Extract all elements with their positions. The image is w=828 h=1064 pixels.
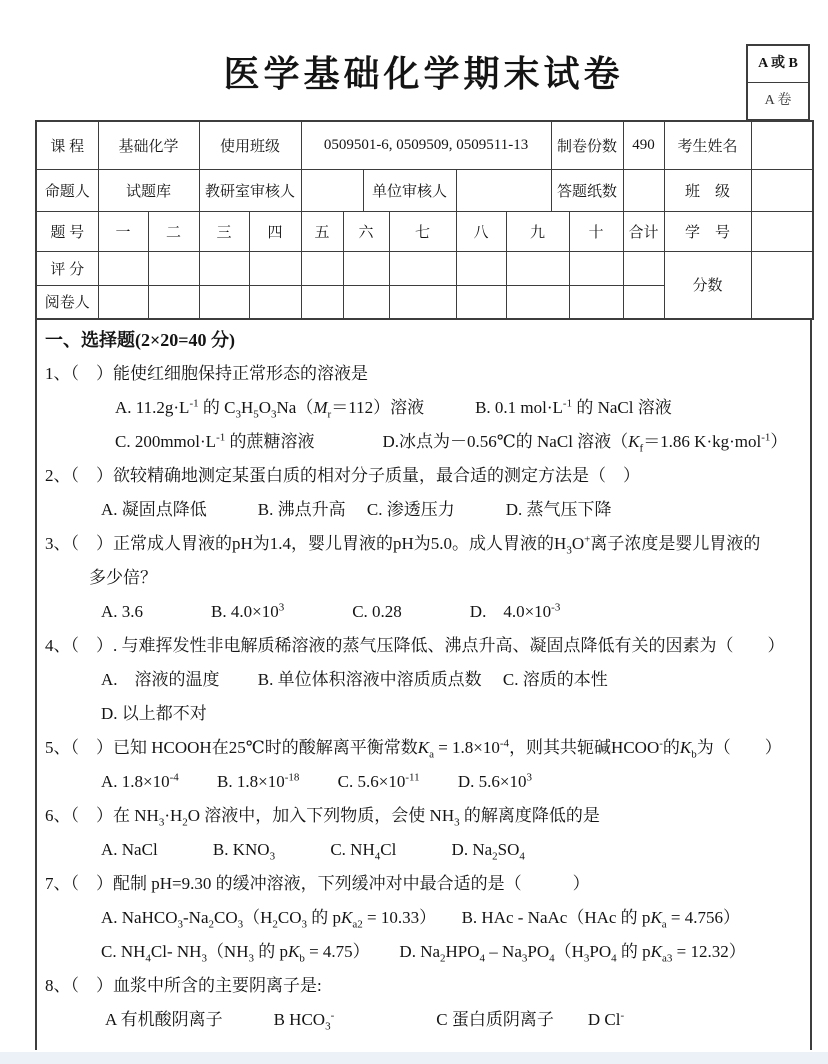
score-cell <box>456 251 506 285</box>
grader-row-label: 阅卷人 <box>36 285 98 319</box>
header-row-question-numbers <box>36 211 813 251</box>
question-6 <box>37 799 810 867</box>
paper-version-box <box>746 44 810 121</box>
score-cell <box>249 251 301 285</box>
score-cell <box>343 251 389 285</box>
option-line: A. NaCl B. $KNO_3$ C. $NH_4Cl$ D. $Na_2SO_4$ <box>101 840 525 863</box>
copies-label: 制卷份数 <box>551 121 623 169</box>
score-cell <box>98 251 148 285</box>
course-value: 基础化学 <box>98 121 199 169</box>
option-line: A. 3.6 B. $4.0\times 10^3$ C. 0.28 D. $4.0\times 10^{-3}$ <box>101 601 561 621</box>
option-line: C. $NH_4Cl-$ $NH_3(NH_3$ 的 $pK_b = 4.75$） D. $Na_2HPO_4 - Na_3PO_4(H_3PO_4$ 的 $pK_{a3} = 12.32$） <box>101 942 746 965</box>
grader-cell <box>623 285 664 319</box>
grader-cell <box>506 285 569 319</box>
title-block <box>35 0 812 120</box>
student-id-field <box>751 211 813 251</box>
dept-reviewer-field <box>301 169 363 211</box>
stem-continuation: 多少倍？ <box>89 568 157 587</box>
grader-cell <box>148 285 199 319</box>
setter-value: 试题库 <box>98 169 199 211</box>
question-5 <box>37 731 810 799</box>
score-cell <box>148 251 199 285</box>
score-cell <box>623 251 664 285</box>
q-col-5: 五 <box>301 211 343 251</box>
grader-cell <box>569 285 623 319</box>
header-row-score <box>36 251 813 285</box>
grader-cell <box>456 285 506 319</box>
option-line: A. $NaHCO_3-Na_2CO_3(H_2CO_3$ 的 $pK_{a2} = 10.33$） B. HAc - NaAc（HAc 的 $pK_a = 4.756$） <box>101 908 741 931</box>
course-label: 课 程 <box>36 121 98 169</box>
score-cell <box>569 251 623 285</box>
question-stem: 3、（ ）正常成人胃液的pH为1.4，婴儿胃液的pH为5.0。成人胃液的$H_3O^+$离子浓度是婴儿胃液的 <box>45 533 761 557</box>
header-row-course <box>36 121 813 169</box>
grader-cell <box>249 285 301 319</box>
question-stem: 7、（ ）配制 pH=9.30 的缓冲溶液，下列缓冲对中最合适的是（ ） <box>45 874 590 893</box>
grader-cell <box>98 285 148 319</box>
q-col-6: 六 <box>343 211 389 251</box>
score-cell <box>506 251 569 285</box>
question-stem: 6、（ ）在 $NH_3\cdot H_2O$ 溶液中，加入下列物质，会使 $NH_3$ 的解离度降低的是 <box>45 806 600 829</box>
questions-area <box>35 320 812 1050</box>
question-8 <box>37 969 810 1037</box>
q-col-4: 四 <box>249 211 301 251</box>
question-stem: 5、（ ）已知 HCOOH在25℃时的酸解离平衡常数$K_a = 1.8\times 10^{-4}$，则其共轭碱HCOO-的$K_b$为（ ） <box>45 737 782 761</box>
grader-cell <box>199 285 249 319</box>
option-line: A. $11.2g\cdot L^{-1}$ 的 $C_3H_5O_3Na(M_r=112)$溶液 B. 0.1 $mol\cdot L^{-1}$ 的 NaCl 溶液 <box>115 397 672 421</box>
score-cell <box>199 251 249 285</box>
dept-reviewer-label: 教研室审核人 <box>199 169 301 211</box>
page-title: 医学基础化学期末试卷 <box>223 54 624 94</box>
question-3 <box>37 527 810 629</box>
q-col-8: 八 <box>456 211 506 251</box>
setter-label: 命题人 <box>36 169 98 211</box>
paper-content <box>35 0 812 1050</box>
total-label: 合计 <box>623 211 664 251</box>
question-stem: 8、（ ）血浆中所含的主要阴离子是: <box>45 976 322 995</box>
unit-reviewer-label: 单位审核人 <box>363 169 456 211</box>
class-used-value: 0509501-6, 0509509, 0509511-13 <box>301 121 551 169</box>
question-4 <box>37 629 810 731</box>
q-col-7: 七 <box>389 211 456 251</box>
header-table <box>35 120 814 320</box>
option-line: A. 溶液的温度 B. 单位体积溶液中溶质质点数 C. 溶质的本性 <box>101 670 608 689</box>
question-no-label: 题 号 <box>36 211 98 251</box>
q-col-9: 九 <box>506 211 569 251</box>
answer-sheets-field <box>623 169 664 211</box>
question-stem: 2、（ ）欲较精确地测定某蛋白质的相对分子质量，最合适的测定方法是（ ） <box>45 466 640 485</box>
option-line: D. 以上都不对 <box>101 704 207 723</box>
examinee-name-field <box>751 121 813 169</box>
option-line: A. $1.8\times 10^{-4}$ B. $1.8\times 10^{-18}$ C. $5.6\times 10^{-11}$ D. $5.6\times 10^3$ <box>101 771 532 791</box>
q-col-2: 二 <box>148 211 199 251</box>
question-2 <box>37 459 810 527</box>
score-cell <box>389 251 456 285</box>
q-col-3: 三 <box>199 211 249 251</box>
answer-sheets-label: 答题纸数 <box>551 169 623 211</box>
section-title: 一、选择题(2×20=40 分) <box>45 330 236 350</box>
final-score-field <box>751 251 813 319</box>
grader-cell <box>343 285 389 319</box>
question-7 <box>37 867 810 969</box>
class-field <box>751 169 813 211</box>
footer-strip <box>0 1052 828 1064</box>
q-col-1: 一 <box>98 211 148 251</box>
option-line: A. 凝固点降低 B. 沸点升高 C. 渗透压力 D. 蒸气压下降 <box>101 500 612 519</box>
copies-value: 490 <box>623 121 664 169</box>
final-score-label: 分数 <box>664 251 751 319</box>
score-cell <box>301 251 343 285</box>
version-options: A 或 B <box>748 46 808 83</box>
q-col-10: 十 <box>569 211 623 251</box>
header-row-setter <box>36 169 813 211</box>
class-label: 班 级 <box>664 169 751 211</box>
unit-reviewer-field <box>456 169 551 211</box>
class-used-label: 使用班级 <box>199 121 301 169</box>
grader-cell <box>389 285 456 319</box>
option-line: A 有机酸阴离子 B $HCO_3^-$ C 蛋白质阴离子 D Cl- <box>105 1009 625 1033</box>
examinee-name-label: 考生姓名 <box>664 121 751 169</box>
option-line: C. $200mmol\cdot L^{-1}$ 的蔗糖溶液 D.冰点为－0.56℃的 NaCl 溶液（$K_f=1.86$ K·kg·mol$^{-1}$） <box>115 431 788 455</box>
score-row-label: 评 分 <box>36 251 98 285</box>
question-1 <box>37 357 810 459</box>
question-stem: 4、（ ）. 与难挥发性非电解质稀溶液的蒸气压降低、沸点升高、凝固点降低有关的因素为（ ） <box>45 636 785 655</box>
grader-cell <box>301 285 343 319</box>
question-stem: 1、（ ）能使红细胞保持正常形态的溶液是 <box>45 364 368 383</box>
version-current: A 卷 <box>764 93 792 108</box>
student-id-label: 学 号 <box>664 211 751 251</box>
